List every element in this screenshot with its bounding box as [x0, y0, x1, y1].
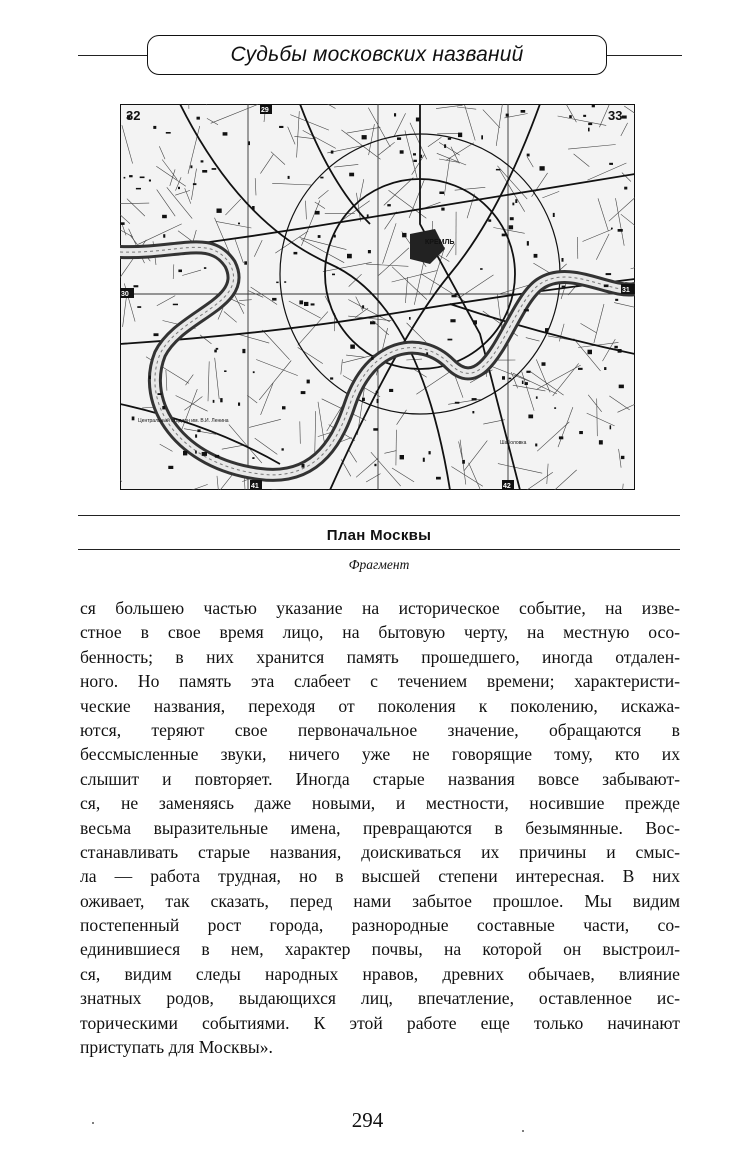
- text-line: слышит и повторяет. Иногда старые названия вовсе забывают-: [80, 768, 680, 789]
- moscow-map-figure: [120, 104, 635, 490]
- text-line: ческие названия, переходя от поколения к поколению, искажа-: [80, 695, 680, 716]
- body-paragraph: [80, 596, 680, 1059]
- header-rule-right: [606, 55, 682, 56]
- running-header-title: Судьбы московских названий: [230, 43, 524, 66]
- running-header: [147, 35, 607, 75]
- map-label-stadium: Центральный стадион им. В.И. Ленина: [138, 418, 229, 424]
- map-label-kremlin: КРЕМЛЬ: [425, 239, 455, 246]
- text-line: ся, видим следы народных нравов, древних обычаев, влияние: [80, 963, 680, 984]
- map-edge-marker-bottom-right: 42: [503, 483, 511, 490]
- text-line: ются, теряют свое первоначальное значение, обращаются в: [80, 719, 680, 740]
- header-rule-left: [78, 55, 148, 56]
- text-line: постепенный рост города, разнородные составные части, со-: [80, 915, 680, 936]
- page-number: 294: [351, 1108, 384, 1132]
- figure-caption-subtitle: Фрагмент: [348, 557, 410, 572]
- text-line: ного. Но память эта слабеет с течением времени; характеристи-: [80, 671, 680, 692]
- text-line: ся большею частью указание на историческое событие, на изве-: [80, 598, 680, 618]
- caption-rule-top: [78, 515, 680, 516]
- scan-speck: [92, 1122, 94, 1124]
- text-line: стное в свое время лицо, на бытовую черту, на местную осо-: [80, 622, 680, 643]
- map-sheet-label-left: 32: [126, 108, 141, 123]
- text-line: торическими событиями. К этой работе еще только начинают: [80, 1012, 680, 1033]
- map-sheet-label-right: 33: [608, 108, 623, 123]
- text-line: бенность; в них хранится память прошедшего, иногда отдален-: [80, 646, 680, 667]
- text-line: единившиеся в нем, характер почвы, на которой он выстроил-: [80, 939, 680, 960]
- text-line: приступать для Москвы».: [80, 1037, 273, 1058]
- text-line: станавливать старые названия, доискиваться их причины и смыс-: [80, 841, 680, 862]
- map-edge-marker-left: 30: [121, 291, 129, 298]
- figure-caption-title: План Москвы: [326, 527, 432, 544]
- moscow-map: [120, 104, 635, 490]
- scan-speck: [522, 1130, 524, 1132]
- text-line: ся, не заменяясь даже новыми, и местности, носившие прежде: [80, 793, 680, 814]
- text-line: оживает, так сказать, перед нами забытое прошлое. Мы видим: [80, 890, 680, 911]
- text-line: знатных родов, выдающихся лиц, впечатление, оставленное ис-: [80, 988, 680, 1009]
- caption-rule-middle: [78, 549, 680, 550]
- map-label-district: Шаболовка: [500, 440, 527, 446]
- text-line: весьма выразительные имена, превращаются в безымянные. Вос-: [80, 817, 680, 838]
- map-edge-marker-top: 29: [261, 107, 269, 114]
- map-edge-marker-right: 31: [622, 287, 630, 294]
- text-line: бессмысленные звуки, ничего уже не говорящие тому, кто их: [80, 744, 680, 765]
- map-edge-marker-bottom-left: 41: [251, 483, 259, 490]
- text-line: ла — работа трудная, но в высшей степени интересная. В них: [80, 866, 680, 887]
